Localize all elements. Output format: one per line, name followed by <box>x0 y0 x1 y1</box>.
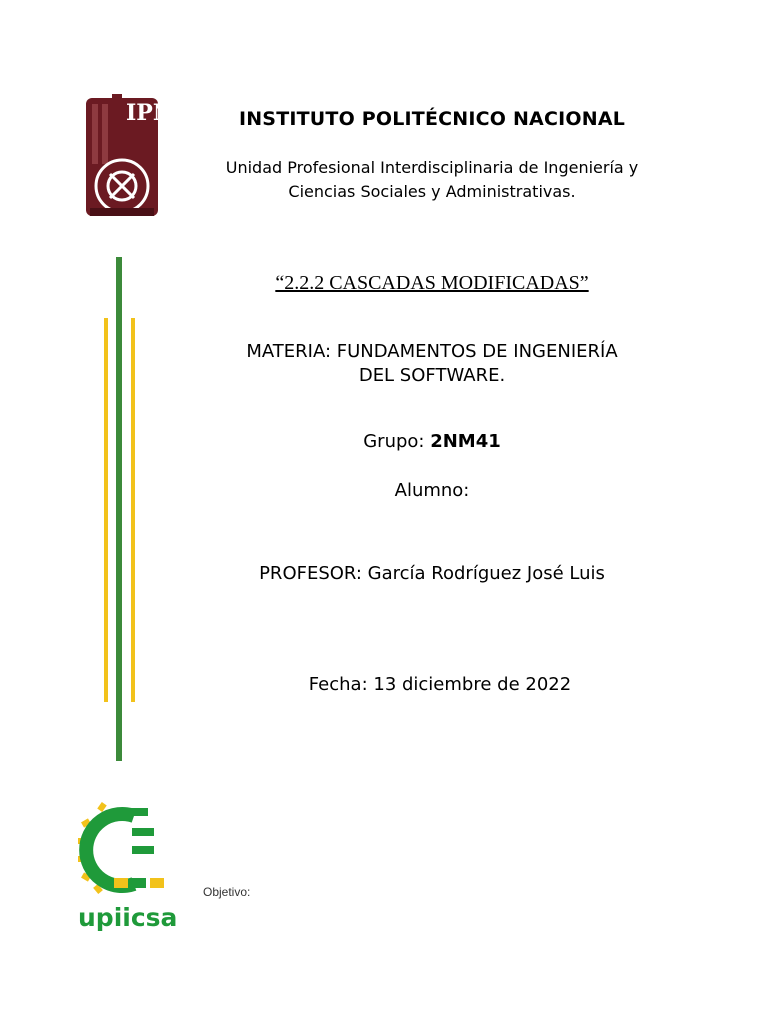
ipn-logo-text: IPN <box>126 100 173 126</box>
group <box>200 431 664 452</box>
ipn-logo <box>82 90 173 222</box>
subject-line2: DEL SOFTWARE. <box>358 365 506 386</box>
upiicsa-logo-text: upiicsa <box>78 903 178 932</box>
objective-label: Objetivo: <box>203 885 251 899</box>
subject <box>200 340 664 388</box>
unit-name <box>196 156 668 204</box>
unit-name-line2: Ciencias Sociales y Administrativas. <box>288 182 576 201</box>
upiicsa-logo <box>76 798 182 934</box>
group-label: Grupo: <box>363 431 431 452</box>
professor: PROFESOR: García Rodríguez José Luis <box>259 563 605 584</box>
date: Fecha: 13 diciembre de 2022 <box>308 674 572 695</box>
student-label: Alumno: <box>394 480 470 501</box>
document-title: “2.2.2 CASCADAS MODIFICADAS” <box>275 272 589 294</box>
yellow-divider-bar-right <box>131 318 135 702</box>
unit-name-line1: Unidad Profesional Interdisciplinaria de Ingeniería y <box>225 158 639 177</box>
subject-line1: MATERIA: FUNDAMENTOS DE INGENIERÍA <box>246 341 618 362</box>
yellow-divider-bar-left <box>104 318 108 702</box>
group-value: 2NM41 <box>430 431 501 452</box>
green-divider-bar <box>116 257 122 761</box>
institute-title: INSTITUTO POLITÉCNICO NACIONAL <box>238 108 626 130</box>
